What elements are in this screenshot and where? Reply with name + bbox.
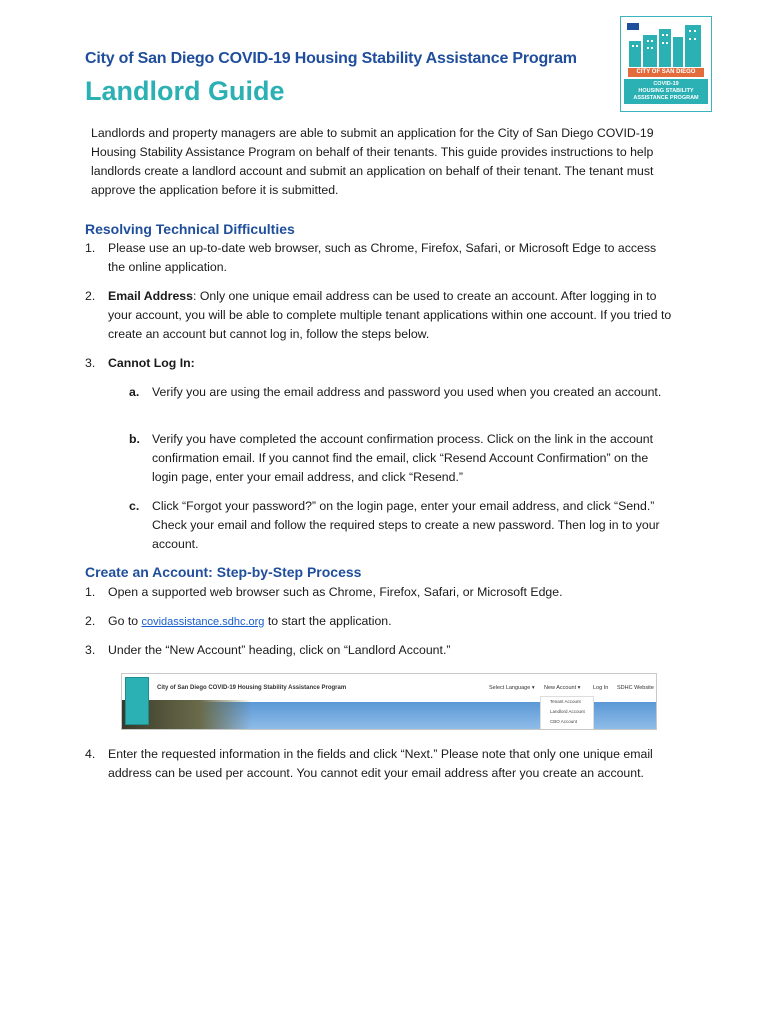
sub-list-text: Verify you have completed the account confirmation process. Click on the link in the account confirmation email. If you cannot find the email, click “Resend Account Confirmation” on the login page, enter your email address, and click “Resend.” <box>152 432 654 484</box>
dropdown-item-cbo: CBO Account <box>550 719 578 724</box>
sub-list-letter: a. <box>129 385 140 399</box>
list-bold-label: Email Address <box>108 289 193 303</box>
list-text <box>108 612 675 632</box>
logo-line-1: COVID-19 <box>653 81 679 87</box>
program-logo <box>620 16 712 112</box>
dropdown-item-tenant: Tenant Account <box>550 699 581 704</box>
list-number: 2. <box>85 614 96 628</box>
list-item <box>85 583 675 602</box>
sub-list-item <box>129 430 674 487</box>
list-text: Enter the requested information in the fields and click “Next.” Please note that only one unique email address can be used per account. You cannot edit your email address after you create an account. <box>108 747 653 780</box>
list-number: 1. <box>85 585 96 599</box>
screenshot-select-language: Select Language ▾ <box>489 685 535 691</box>
screenshot-dropdown <box>540 696 594 730</box>
screenshot-sdhc-website: SDHC Website <box>617 685 654 691</box>
intro-paragraph: Landlords and property managers are able to submit an application for the City of San Diego COVID-19 Housing Stability Assistance Program on behalf of their tenants. This guide provides instructions to help landlords create a landlord account and submit an application on behalf of their tenant. The tenant must approve the application before it is submitted. <box>91 126 654 197</box>
list-number: 3. <box>85 643 96 657</box>
list-item <box>85 612 675 632</box>
list-text-rest: : Only one unique email address can be used to create an account. After logging in to your account, you will be able to complete multiple tenant applications within one account. If you tried to create an account but cannot log in, follow the steps below. <box>108 289 672 341</box>
sub-list-letter: b. <box>129 432 140 446</box>
list-text: Please use an up-to-date web browser, such as Chrome, Firefox, Safari, or Microsoft Edge to access the online application. <box>108 241 657 274</box>
list-item <box>85 641 675 660</box>
list-number: 2. <box>85 289 96 303</box>
guide-title: Landlord Guide <box>85 76 285 106</box>
sub-list-item <box>129 497 674 554</box>
list-bold-label: Cannot Log In: <box>108 356 195 370</box>
screenshot-new-account: New Account ▾ <box>544 685 581 691</box>
list-item <box>85 354 675 373</box>
sub-list-item <box>129 383 674 402</box>
list-text-pre: Go to <box>108 614 142 628</box>
screenshot-logo <box>125 677 149 725</box>
screenshot-site-title: City of San Diego COVID-19 Housing Stability Assistance Program <box>157 685 347 691</box>
list-item <box>85 239 675 277</box>
list-number: 4. <box>85 747 96 761</box>
logo-tagline <box>624 79 708 104</box>
sub-list-text: Click “Forgot your password?” on the login page, enter your email address, and click “Send.” Check your email and follow the required steps to create a new password. Then log in to your account. <box>152 499 660 551</box>
dropdown-item-landlord: Landlord Account <box>550 709 585 714</box>
sub-list-text: Verify you are using the email address and password you used when you created an account. <box>152 385 662 399</box>
list-text: Open a supported web browser such as Chrome, Firefox, Safari, or Microsoft Edge. <box>108 585 563 599</box>
list-text <box>108 287 675 344</box>
list-text: Under the “New Account” heading, click on “Landlord Account.” <box>108 643 451 657</box>
technical-heading: Resolving Technical Difficulties <box>85 221 295 237</box>
list-text-post: to start the application. <box>264 614 392 628</box>
logo-badge: CITY OF SAN DIEGO <box>628 68 704 77</box>
application-link[interactable]: covidassistance.sdhc.org <box>141 616 265 628</box>
list-number: 1. <box>85 241 96 255</box>
program-title: City of San Diego COVID-19 Housing Stability Assistance Program <box>85 50 577 67</box>
list-item <box>85 745 675 783</box>
list-item <box>85 287 675 344</box>
website-screenshot <box>121 673 657 730</box>
screenshot-login: Log In <box>593 685 609 691</box>
list-number: 3. <box>85 356 96 370</box>
skyline-icon <box>621 17 711 69</box>
logo-line-2: HOUSING STABILITY <box>638 88 694 94</box>
list-text <box>108 354 675 373</box>
sub-list-letter: c. <box>129 499 140 513</box>
create-account-heading: Create an Account: Step-by-Step Process <box>85 564 362 580</box>
logo-line-3: ASSISTANCE PROGRAM <box>633 95 699 101</box>
